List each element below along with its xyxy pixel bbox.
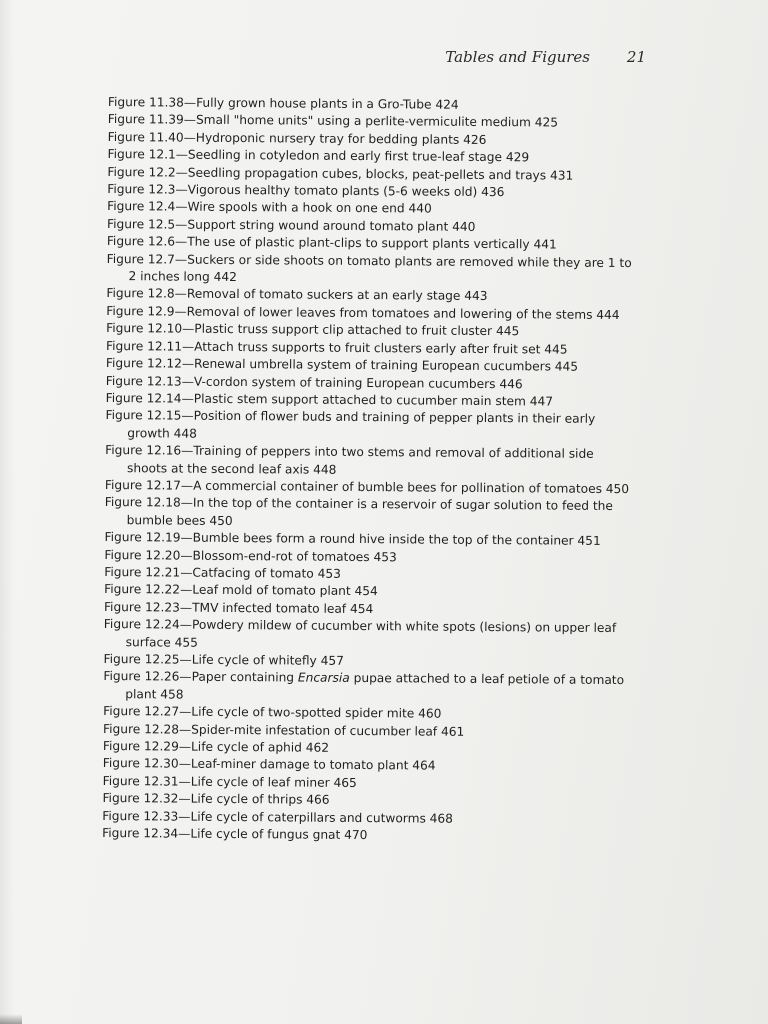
figure-number: Figure 12.24 bbox=[103, 617, 180, 632]
figure-number: Figure 12.33 bbox=[102, 808, 179, 824]
figure-entry: Figure 12.32—Life cycle of thrips 466 bbox=[102, 791, 330, 808]
figure-caption: Training of peppers into two stems and removal of additional side shoots at the second leaf axis 448 bbox=[127, 443, 594, 477]
figure-caption: Spider-mite infestation of cucumber leaf 461 bbox=[191, 722, 465, 739]
figure-caption: Attach truss supports to fruit clusters early after fruit set 445 bbox=[194, 339, 568, 357]
figure-entry: Figure 12.1—Seedling in cotyledon and early first true-leaf stage 429 bbox=[107, 147, 530, 165]
figure-caption: Leaf-miner damage to tomato plant 464 bbox=[190, 757, 436, 774]
figure-number: Figure 12.14 bbox=[105, 390, 182, 406]
figure-entry: Figure 12.3—Vigorous healthy tomato plants (5-6 weeks old) 436 bbox=[107, 182, 505, 200]
figure-entry: Figure 12.29—Life cycle of aphid 462 bbox=[102, 739, 330, 755]
figure-caption: Seedling in cotyledon and early first true-leaf stage 429 bbox=[187, 147, 530, 165]
figure-number: Figure 12.3 bbox=[107, 182, 176, 197]
figure-entry: Figure 11.39—Small "home units" using a perlite-vermiculite medium 425 bbox=[107, 112, 559, 130]
figure-caption-italic-term: Encarsia bbox=[297, 670, 350, 686]
figure-entry: Figure 11.40—Hydroponic nursery tray for bedding plants 426 bbox=[107, 129, 487, 147]
figure-entry: Figure 12.34—Life cycle of fungus gnat 470 bbox=[102, 826, 368, 843]
figure-number: Figure 12.15 bbox=[105, 408, 182, 423]
figure-entry: Figure 12.24—Powdery mildew of cucumber with white spots (lesions) on upper leaf surface 455 bbox=[103, 617, 617, 650]
figure-number: Figure 12.13 bbox=[105, 373, 182, 389]
figure-entry: Figure 12.2—Seedling propagation cubes, blocks, peat-pellets and trays 431 bbox=[107, 164, 574, 183]
figure-list bbox=[102, 94, 638, 847]
figure-caption: Life cycle of leaf miner 465 bbox=[190, 774, 357, 790]
figure-number: Figure 11.39 bbox=[107, 112, 184, 128]
figure-number: Figure 12.30 bbox=[102, 756, 179, 772]
figure-number: Figure 12.10 bbox=[106, 321, 183, 336]
figure-caption: Fully grown house plants in a Gro-Tube 424 bbox=[196, 95, 459, 112]
figure-caption: TMV infected tomato leaf 454 bbox=[192, 600, 374, 616]
figure-caption: Life cycle of two-spotted spider mite 460 bbox=[191, 704, 442, 721]
figure-number: Figure 12.21 bbox=[104, 564, 181, 580]
figure-caption: Renewal umbrella system of training European cucumbers 445 bbox=[194, 356, 579, 374]
figure-number: Figure 12.29 bbox=[102, 739, 179, 754]
figure-entry: Figure 12.7—Suckers or side shoots on tomato plants are removed while they are 1 to 2 inches long 442 bbox=[106, 251, 632, 285]
figure-caption: Seedling propagation cubes, blocks, peat-pellets and trays 431 bbox=[187, 165, 574, 183]
figure-entry: Figure 12.8—Removal of tomato suckers at an early stage 443 bbox=[106, 286, 488, 304]
figure-caption: Blossom-end-rot of tomatoes 453 bbox=[192, 548, 397, 564]
figure-number: Figure 12.34 bbox=[102, 826, 179, 841]
figure-entry: Figure 12.23—TMV infected tomato leaf 454 bbox=[103, 599, 374, 616]
running-head-title: Tables and Figures bbox=[445, 48, 590, 66]
figure-entry: Figure 12.26—Paper containing Encarsia pupae attached to a leaf petiole of a tomato plant 458 bbox=[103, 669, 625, 702]
figure-caption: A commercial container of bumble bees for pollination of tomatoes 450 bbox=[193, 478, 630, 497]
figure-number: Figure 12.16 bbox=[105, 443, 182, 458]
figure-entry: Figure 12.10—Plastic truss support clip attached to fruit cluster 445 bbox=[106, 321, 520, 339]
figure-number: Figure 12.23 bbox=[103, 599, 181, 615]
figure-entry: Figure 12.21—Catfacing of tomato 453 bbox=[104, 564, 341, 581]
figure-entry: Figure 12.17—A commercial container of bumble bees for pollination of tomatoes 450 bbox=[104, 477, 630, 497]
figure-caption: Powdery mildew of cucumber with white spots (lesions) on upper leaf surface 455 bbox=[125, 617, 617, 650]
figure-caption: Leaf mold of tomato plant 454 bbox=[192, 583, 378, 599]
figure-entry: Figure 12.25—Life cycle of whitefly 457 bbox=[103, 651, 345, 668]
figure-number: Figure 12.31 bbox=[102, 773, 179, 789]
figure-entry: Figure 12.28—Spider-mite infestation of cucumber leaf 461 bbox=[102, 721, 465, 739]
figure-number: Figure 11.40 bbox=[107, 129, 184, 145]
figure-number: Figure 12.1 bbox=[107, 147, 176, 162]
figure-caption: Life cycle of whitefly 457 bbox=[191, 652, 345, 668]
figure-entry: Figure 12.19—Bumble bees form a round hive inside the top of the container 451 bbox=[104, 530, 601, 549]
figure-entry: Figure 12.14—Plastic stem support attached to cucumber main stem 447 bbox=[105, 390, 554, 409]
figure-number: Figure 12.5 bbox=[106, 216, 176, 232]
figure-number: Figure 12.19 bbox=[104, 530, 181, 545]
figure-caption: The use of plastic plant-clips to support plants vertically 441 bbox=[187, 234, 557, 252]
figure-caption: Wire spools with a hook on one end 440 bbox=[187, 200, 432, 216]
figure-caption: Suckers or side shoots on tomato plants are removed while they are 1 to 2 inches long 442 bbox=[128, 252, 632, 285]
figure-entry: Figure 12.12—Renewal umbrella system of training European cucumbers 445 bbox=[105, 356, 579, 374]
figure-caption: Support string wound around tomato plant 440 bbox=[187, 217, 476, 234]
page-number: 21 bbox=[626, 48, 646, 66]
figure-caption: Catfacing of tomato 453 bbox=[192, 565, 341, 581]
figure-entry: Figure 12.11—Attach truss supports to fruit clusters early after fruit set 445 bbox=[105, 338, 568, 357]
figure-number: Figure 12.8 bbox=[106, 286, 175, 301]
figure-caption-start: Paper containing bbox=[191, 670, 299, 685]
figure-caption: Plastic truss support clip attached to fruit cluster 445 bbox=[194, 321, 520, 339]
figure-entry: Figure 12.33—Life cycle of caterpillars and cutworms 468 bbox=[102, 808, 454, 826]
figure-caption: Bumble bees form a round hive inside the top of the container 451 bbox=[192, 530, 601, 549]
figure-caption: Hydroponic nursery tray for bedding plants 426 bbox=[195, 130, 487, 147]
figure-entry: Figure 12.5—Support string wound around tomato plant 440 bbox=[106, 216, 476, 234]
figure-number: Figure 12.22 bbox=[104, 582, 181, 597]
figure-caption: Small "home units" using a perlite-vermiculite medium 425 bbox=[195, 113, 559, 130]
figure-entry: Figure 12.15—Position of flower buds and training of pepper plants in their early growth 448 bbox=[105, 408, 596, 441]
page-corner-shadow bbox=[0, 1014, 22, 1024]
figure-number: Figure 12.2 bbox=[107, 164, 176, 180]
figure-entry: Figure 12.16—Training of peppers into two stems and removal of additional side shoots at the second leaf axis 448 bbox=[105, 443, 594, 477]
figure-entry: Figure 12.22—Leaf mold of tomato plant 454 bbox=[104, 582, 378, 599]
figure-number: Figure 12.7 bbox=[106, 251, 175, 267]
figure-caption: Position of flower buds and training of pepper plants in their early growth 448 bbox=[127, 408, 596, 441]
figure-caption-end: pupae attached to a leaf petiole of a tomato plant 458 bbox=[125, 671, 625, 702]
figure-entry: Figure 12.4—Wire spools with a hook on one end 440 bbox=[107, 199, 432, 216]
figure-entry: Figure 11.38—Fully grown house plants in a Gro-Tube 424 bbox=[107, 94, 459, 112]
figure-number: Figure 12.4 bbox=[107, 199, 176, 214]
figure-entry: Figure 12.30—Leaf-miner damage to tomato plant 464 bbox=[102, 756, 436, 774]
figure-number: Figure 11.38 bbox=[107, 94, 184, 110]
figure-entry: Figure 12.27—Life cycle of two-spotted spider mite 460 bbox=[103, 704, 442, 721]
figure-caption: Life cycle of aphid 462 bbox=[190, 739, 330, 755]
figure-entry: Figure 12.6—The use of plastic plant-clips to support plants vertically 441 bbox=[106, 234, 557, 252]
figure-entry: Figure 12.18—In the top of the container is a reservoir of sugar solution to feed the bumble bees 450 bbox=[104, 495, 613, 528]
figure-entry: Figure 12.31—Life cycle of leaf miner 465 bbox=[102, 773, 357, 790]
page-edge-shadow bbox=[0, 0, 14, 1024]
figure-caption: Plastic stem support attached to cucumber main stem 447 bbox=[193, 391, 554, 409]
figure-caption: Removal of lower leaves from tomatoes and lowering of the stems 444 bbox=[186, 304, 620, 322]
figure-entry: Figure 12.13—V-cordon system of training European cucumbers 446 bbox=[105, 373, 523, 391]
figure-number: Figure 12.20 bbox=[104, 547, 181, 563]
figure-number: Figure 12.12 bbox=[105, 356, 182, 371]
figure-number: Figure 12.11 bbox=[105, 338, 183, 354]
figure-number: Figure 12.6 bbox=[106, 234, 176, 249]
figure-entry: Figure 12.9—Removal of lower leaves from tomatoes and lowering of the stems 444 bbox=[106, 303, 620, 322]
figure-number: Figure 12.9 bbox=[106, 303, 175, 319]
figure-caption: In the top of the container is a reservoir of sugar solution to feed the bumble bees 450 bbox=[126, 496, 613, 528]
figure-number: Figure 12.32 bbox=[102, 791, 179, 806]
figure-number: Figure 12.25 bbox=[103, 651, 180, 667]
figure-caption: V-cordon system of training European cucumbers 446 bbox=[193, 374, 523, 391]
figure-caption: Removal of tomato suckers at an early stage 443 bbox=[186, 287, 488, 304]
figure-caption: Vigorous healthy tomato plants (5-6 weeks old) 436 bbox=[187, 182, 505, 200]
figure-number: Figure 12.27 bbox=[103, 704, 180, 719]
figure-number: Figure 12.28 bbox=[102, 721, 180, 737]
figure-entry: Figure 12.20—Blossom-end-rot of tomatoes 453 bbox=[104, 547, 397, 564]
figure-number: Figure 12.18 bbox=[104, 495, 181, 510]
figure-number: Figure 12.17 bbox=[104, 477, 181, 493]
figure-caption: Life cycle of caterpillars and cutworms 468 bbox=[190, 809, 454, 826]
figure-caption: Life cycle of fungus gnat 470 bbox=[190, 826, 368, 843]
figure-number: Figure 12.26 bbox=[103, 669, 180, 684]
figure-caption: Life cycle of thrips 466 bbox=[190, 791, 330, 808]
